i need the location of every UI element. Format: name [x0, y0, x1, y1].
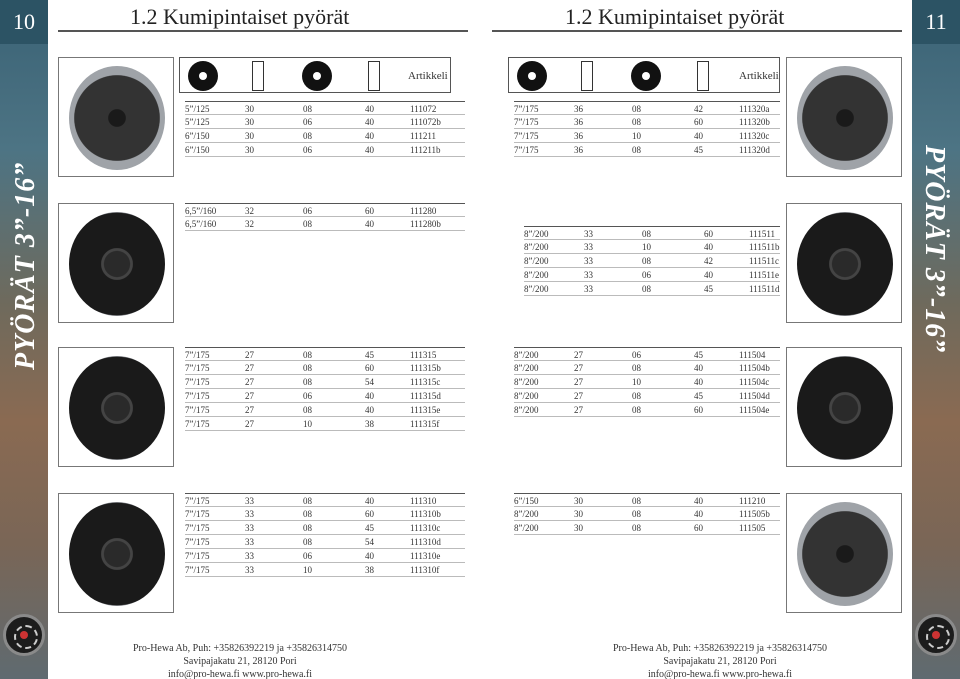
hub-width-icon	[368, 61, 380, 91]
table-cell: 111310b	[410, 509, 441, 519]
table-cell: 60	[694, 523, 703, 533]
table-cell: 33	[245, 523, 254, 533]
table-cell: 7”/175	[185, 419, 210, 429]
table-cell: 7”/175	[185, 537, 210, 547]
table-row	[185, 417, 465, 431]
table-cell: 60	[365, 509, 374, 519]
column-symbols	[508, 57, 780, 93]
table-cell: 40	[694, 509, 703, 519]
table-cell: 38	[365, 419, 374, 429]
table-cell: 33	[245, 537, 254, 547]
side-title: PYÖRÄT 3”-16”	[10, 161, 41, 370]
wheel-icon	[69, 356, 165, 460]
table-cell: 38	[365, 565, 374, 575]
product-photo	[786, 347, 902, 467]
table-row	[185, 563, 465, 577]
table-cell: 45	[694, 350, 703, 360]
table-cell: 08	[632, 391, 641, 401]
table-cell: 111210	[739, 496, 766, 506]
table-cell: 111310	[410, 496, 437, 506]
spec-table	[514, 347, 780, 417]
table-cell: 33	[584, 229, 593, 239]
table-row	[514, 347, 780, 361]
table-cell: 111511c	[749, 256, 779, 266]
table-cell: 111504e	[739, 405, 770, 415]
product-photo	[58, 493, 174, 613]
table-cell: 8”/200	[514, 350, 539, 360]
table-row	[185, 375, 465, 389]
table-cell: 7”/175	[514, 117, 539, 127]
table-cell: 7”/175	[185, 565, 210, 575]
table-cell: 6,5”/160	[185, 206, 217, 216]
table-cell: 111072	[410, 104, 437, 114]
product-photo	[58, 203, 174, 323]
product-photo	[58, 347, 174, 467]
table-cell: 40	[704, 242, 713, 252]
table-cell: 08	[303, 219, 312, 229]
spec-table	[185, 347, 465, 431]
table-cell: 42	[694, 104, 703, 114]
footer-line: info@pro-hewa.fi www.pro-hewa.fi	[647, 669, 793, 679]
table-row	[514, 129, 780, 143]
table-cell: 27	[245, 363, 254, 373]
table-row	[514, 507, 780, 521]
table-cell: 30	[245, 131, 254, 141]
table-cell: 7”/175	[514, 131, 539, 141]
table-cell: 60	[365, 206, 374, 216]
table-cell: 06	[303, 117, 312, 127]
spec-table	[524, 226, 780, 296]
table-cell: 08	[632, 523, 641, 533]
table-cell: 08	[303, 104, 312, 114]
table-cell: 27	[245, 377, 254, 387]
table-cell: 27	[245, 419, 254, 429]
table-row	[514, 143, 780, 157]
table-cell: 40	[694, 363, 703, 373]
table-cell: 111315c	[410, 377, 441, 387]
table-cell: 30	[574, 523, 583, 533]
table-cell: 08	[303, 509, 312, 519]
table-cell: 10	[303, 565, 312, 575]
table-cell: 10	[632, 131, 641, 141]
axle-width-icon	[581, 61, 593, 91]
table-cell: 54	[365, 537, 374, 547]
table-cell: 5”/125	[185, 117, 210, 127]
table-cell: 8”/200	[524, 229, 549, 239]
table-cell: 42	[704, 256, 713, 266]
table-cell: 7”/175	[514, 104, 539, 114]
table-cell: 111504d	[739, 391, 770, 401]
table-cell: 40	[694, 496, 703, 506]
table-row	[185, 361, 465, 375]
table-cell: 6”/150	[514, 496, 539, 506]
table-cell: 7”/175	[185, 509, 210, 519]
table-cell: 40	[365, 219, 374, 229]
table-row	[185, 217, 465, 231]
table-cell: 8”/200	[514, 377, 539, 387]
table-row	[185, 507, 465, 521]
table-cell: 30	[245, 117, 254, 127]
table-cell: 45	[704, 284, 713, 294]
table-cell: 40	[365, 145, 374, 155]
table-cell: 111320c	[739, 131, 770, 141]
table-cell: 08	[642, 256, 651, 266]
page-title: 1.2 Kumipintaiset pyörät	[130, 4, 350, 29]
table-row	[185, 115, 465, 129]
table-row	[524, 268, 780, 282]
table-cell: 33	[584, 242, 593, 252]
table-row	[524, 282, 780, 296]
column-symbols	[179, 57, 451, 93]
table-cell: 5”/125	[185, 104, 210, 114]
table-cell: 08	[303, 537, 312, 547]
table-cell: 8”/200	[514, 363, 539, 373]
table-cell: 06	[642, 270, 651, 280]
table-cell: 27	[245, 350, 254, 360]
table-cell: 111211	[410, 131, 436, 141]
table-cell: 111504c	[739, 377, 770, 387]
table-cell: 10	[642, 242, 651, 252]
table-row	[524, 226, 780, 240]
table-cell: 33	[245, 496, 254, 506]
wheel-disc-icon	[517, 61, 547, 91]
table-cell: 30	[245, 104, 254, 114]
table-row	[185, 347, 465, 361]
table-cell: 7”/175	[185, 391, 210, 401]
hub-width-icon	[697, 61, 709, 91]
table-cell: 36	[574, 117, 583, 127]
footer-line: Pro-Hewa Ab, Puh: +35826392219 ja +35826314750	[612, 643, 828, 654]
title-divider	[58, 30, 468, 32]
table-cell: 08	[642, 284, 651, 294]
table-cell: 111511b	[749, 242, 780, 252]
table-row	[185, 521, 465, 535]
table-row	[514, 521, 780, 535]
table-cell: 7”/175	[185, 350, 210, 360]
footer-line: Pro-Hewa Ab, Puh: +35826392219 ja +35826314750	[132, 643, 348, 654]
table-cell: 8”/200	[524, 242, 549, 252]
table-cell: 08	[632, 405, 641, 415]
table-cell: 8”/200	[514, 523, 539, 533]
table-cell: 08	[632, 104, 641, 114]
table-cell: 08	[303, 377, 312, 387]
table-row	[185, 389, 465, 403]
table-row	[514, 403, 780, 417]
table-cell: 08	[303, 363, 312, 373]
table-cell: 6”/150	[185, 145, 210, 155]
table-row	[524, 240, 780, 254]
table-cell: 7”/175	[185, 405, 210, 415]
table-cell: 08	[632, 363, 641, 373]
table-cell: 7”/175	[514, 145, 539, 155]
wheel-icon	[797, 212, 893, 316]
table-cell: 06	[303, 391, 312, 401]
table-cell: 111315d	[410, 391, 441, 401]
wheel-disc-icon	[188, 61, 218, 91]
table-cell: 7”/175	[185, 363, 210, 373]
product-photo	[786, 203, 902, 323]
table-cell: 45	[365, 523, 374, 533]
table-cell: 08	[632, 496, 641, 506]
table-cell: 111310d	[410, 537, 441, 547]
table-cell: 45	[694, 391, 703, 401]
table-row	[514, 375, 780, 389]
table-cell: 33	[245, 565, 254, 575]
table-cell: 08	[632, 509, 641, 519]
table-cell: 40	[365, 391, 374, 401]
table-cell: 111315f	[410, 419, 440, 429]
table-row	[185, 203, 465, 217]
table-cell: 40	[694, 377, 703, 387]
table-cell: 08	[303, 350, 312, 360]
wheel-icon	[69, 66, 165, 170]
table-cell: 06	[303, 145, 312, 155]
table-cell: 08	[632, 145, 641, 155]
table-row	[185, 129, 465, 143]
table-cell: 33	[584, 284, 593, 294]
table-row	[185, 535, 465, 549]
wheel-icon	[797, 356, 893, 460]
footer	[120, 642, 360, 679]
table-cell: 60	[694, 405, 703, 415]
table-cell: 27	[574, 391, 583, 401]
table-cell: 111310e	[410, 551, 441, 561]
table-cell: 40	[365, 117, 374, 127]
table-cell: 7”/175	[185, 551, 210, 561]
table-cell: 27	[574, 377, 583, 387]
table-cell: 111511	[749, 229, 775, 239]
table-cell: 60	[694, 117, 703, 127]
table-cell: 111315b	[410, 363, 441, 373]
table-cell: 111310c	[410, 523, 441, 533]
table-cell: 33	[584, 270, 593, 280]
table-cell: 10	[632, 377, 641, 387]
table-cell: 111511e	[749, 270, 779, 280]
table-cell: 32	[245, 219, 254, 229]
spec-table	[514, 493, 780, 535]
table-cell: 08	[303, 496, 312, 506]
table-row	[185, 549, 465, 563]
hub-disc-icon	[302, 61, 332, 91]
page-number: 10	[0, 0, 48, 44]
title-divider	[492, 30, 902, 32]
table-row	[514, 115, 780, 129]
table-cell: 7”/175	[185, 377, 210, 387]
table-row	[514, 101, 780, 115]
table-cell: 33	[245, 509, 254, 519]
product-photo	[786, 493, 902, 613]
footer-line: Savipajakatu 21, 28120 Pori	[663, 656, 777, 667]
table-cell: 36	[574, 145, 583, 155]
table-cell: 111072b	[410, 117, 441, 127]
footer-line: info@pro-hewa.fi www.pro-hewa.fi	[167, 669, 313, 679]
table-cell: 40	[694, 131, 703, 141]
table-cell: 111320a	[739, 104, 770, 114]
table-cell: 111315	[410, 350, 437, 360]
wheel-icon	[797, 66, 893, 170]
table-cell: 111280b	[410, 219, 441, 229]
table-cell: 36	[574, 104, 583, 114]
table-cell: 30	[245, 145, 254, 155]
table-cell: 7”/175	[185, 496, 210, 506]
table-cell: 111320d	[739, 145, 770, 155]
table-cell: 08	[303, 405, 312, 415]
table-cell: 8”/200	[514, 405, 539, 415]
spec-table	[514, 101, 780, 157]
table-cell: 08	[303, 523, 312, 533]
left-sidebar	[0, 0, 48, 679]
table-cell: 10	[303, 419, 312, 429]
table-cell: 111211b	[410, 145, 441, 155]
table-cell: 111511d	[749, 284, 780, 294]
table-cell: 40	[704, 270, 713, 280]
table-cell: 08	[303, 131, 312, 141]
table-cell: 30	[574, 509, 583, 519]
footer-line: Savipajakatu 21, 28120 Pori	[183, 656, 297, 667]
article-header: Artikkeli	[739, 70, 779, 82]
right-sidebar	[912, 0, 960, 679]
table-cell: 27	[574, 350, 583, 360]
table-cell: 32	[245, 206, 254, 216]
table-cell: 30	[574, 496, 583, 506]
table-cell: 36	[574, 131, 583, 141]
table-cell: 27	[574, 363, 583, 373]
table-cell: 111505	[739, 523, 766, 533]
table-cell: 111315e	[410, 405, 441, 415]
table-row	[514, 389, 780, 403]
table-row	[185, 101, 465, 115]
product-photo	[786, 57, 902, 177]
page-number: 11	[912, 0, 960, 44]
table-cell: 40	[365, 496, 374, 506]
table-row	[185, 143, 465, 157]
wheel-icon	[69, 212, 165, 316]
table-cell: 111320b	[739, 117, 770, 127]
table-cell: 33	[245, 551, 254, 561]
table-cell: 06	[632, 350, 641, 360]
table-cell: 111505b	[739, 509, 770, 519]
table-cell: 8”/200	[524, 270, 549, 280]
table-cell: 40	[365, 104, 374, 114]
brand-logo-icon	[3, 614, 45, 656]
table-cell: 8”/200	[514, 509, 539, 519]
table-cell: 45	[694, 145, 703, 155]
table-cell: 27	[245, 391, 254, 401]
table-row	[514, 361, 780, 375]
wheel-icon	[797, 502, 893, 606]
table-cell: 111504	[739, 350, 766, 360]
table-cell: 40	[365, 405, 374, 415]
table-cell: 111310f	[410, 565, 440, 575]
wheel-icon	[69, 502, 165, 606]
table-cell: 8”/200	[524, 256, 549, 266]
footer	[600, 642, 840, 679]
table-cell: 8”/200	[514, 391, 539, 401]
page-title: 1.2 Kumipintaiset pyörät	[565, 4, 785, 29]
table-cell: 40	[365, 551, 374, 561]
table-cell: 40	[365, 131, 374, 141]
table-cell: 6”/150	[185, 131, 210, 141]
article-header: Artikkeli	[408, 70, 448, 82]
table-cell: 27	[245, 405, 254, 415]
table-row	[185, 403, 465, 417]
axle-width-icon	[252, 61, 264, 91]
brand-logo-icon	[915, 614, 957, 656]
table-row	[524, 254, 780, 268]
side-title: PYÖRÄT 3”-16”	[919, 145, 950, 354]
spec-table	[185, 101, 465, 157]
table-cell: 27	[574, 405, 583, 415]
hub-disc-icon	[631, 61, 661, 91]
table-cell: 45	[365, 350, 374, 360]
table-cell: 111280	[410, 206, 437, 216]
table-cell: 6,5”/160	[185, 219, 217, 229]
spec-table	[185, 203, 465, 231]
product-photo	[58, 57, 174, 177]
table-cell: 7”/175	[185, 523, 210, 533]
table-row	[185, 493, 465, 507]
table-cell: 54	[365, 377, 374, 387]
table-cell: 60	[704, 229, 713, 239]
table-cell: 60	[365, 363, 374, 373]
spec-table	[185, 493, 465, 577]
table-cell: 08	[642, 229, 651, 239]
table-row	[514, 493, 780, 507]
table-cell: 111504b	[739, 363, 770, 373]
table-cell: 06	[303, 206, 312, 216]
table-cell: 08	[632, 117, 641, 127]
table-cell: 33	[584, 256, 593, 266]
table-cell: 8”/200	[524, 284, 549, 294]
table-cell: 06	[303, 551, 312, 561]
